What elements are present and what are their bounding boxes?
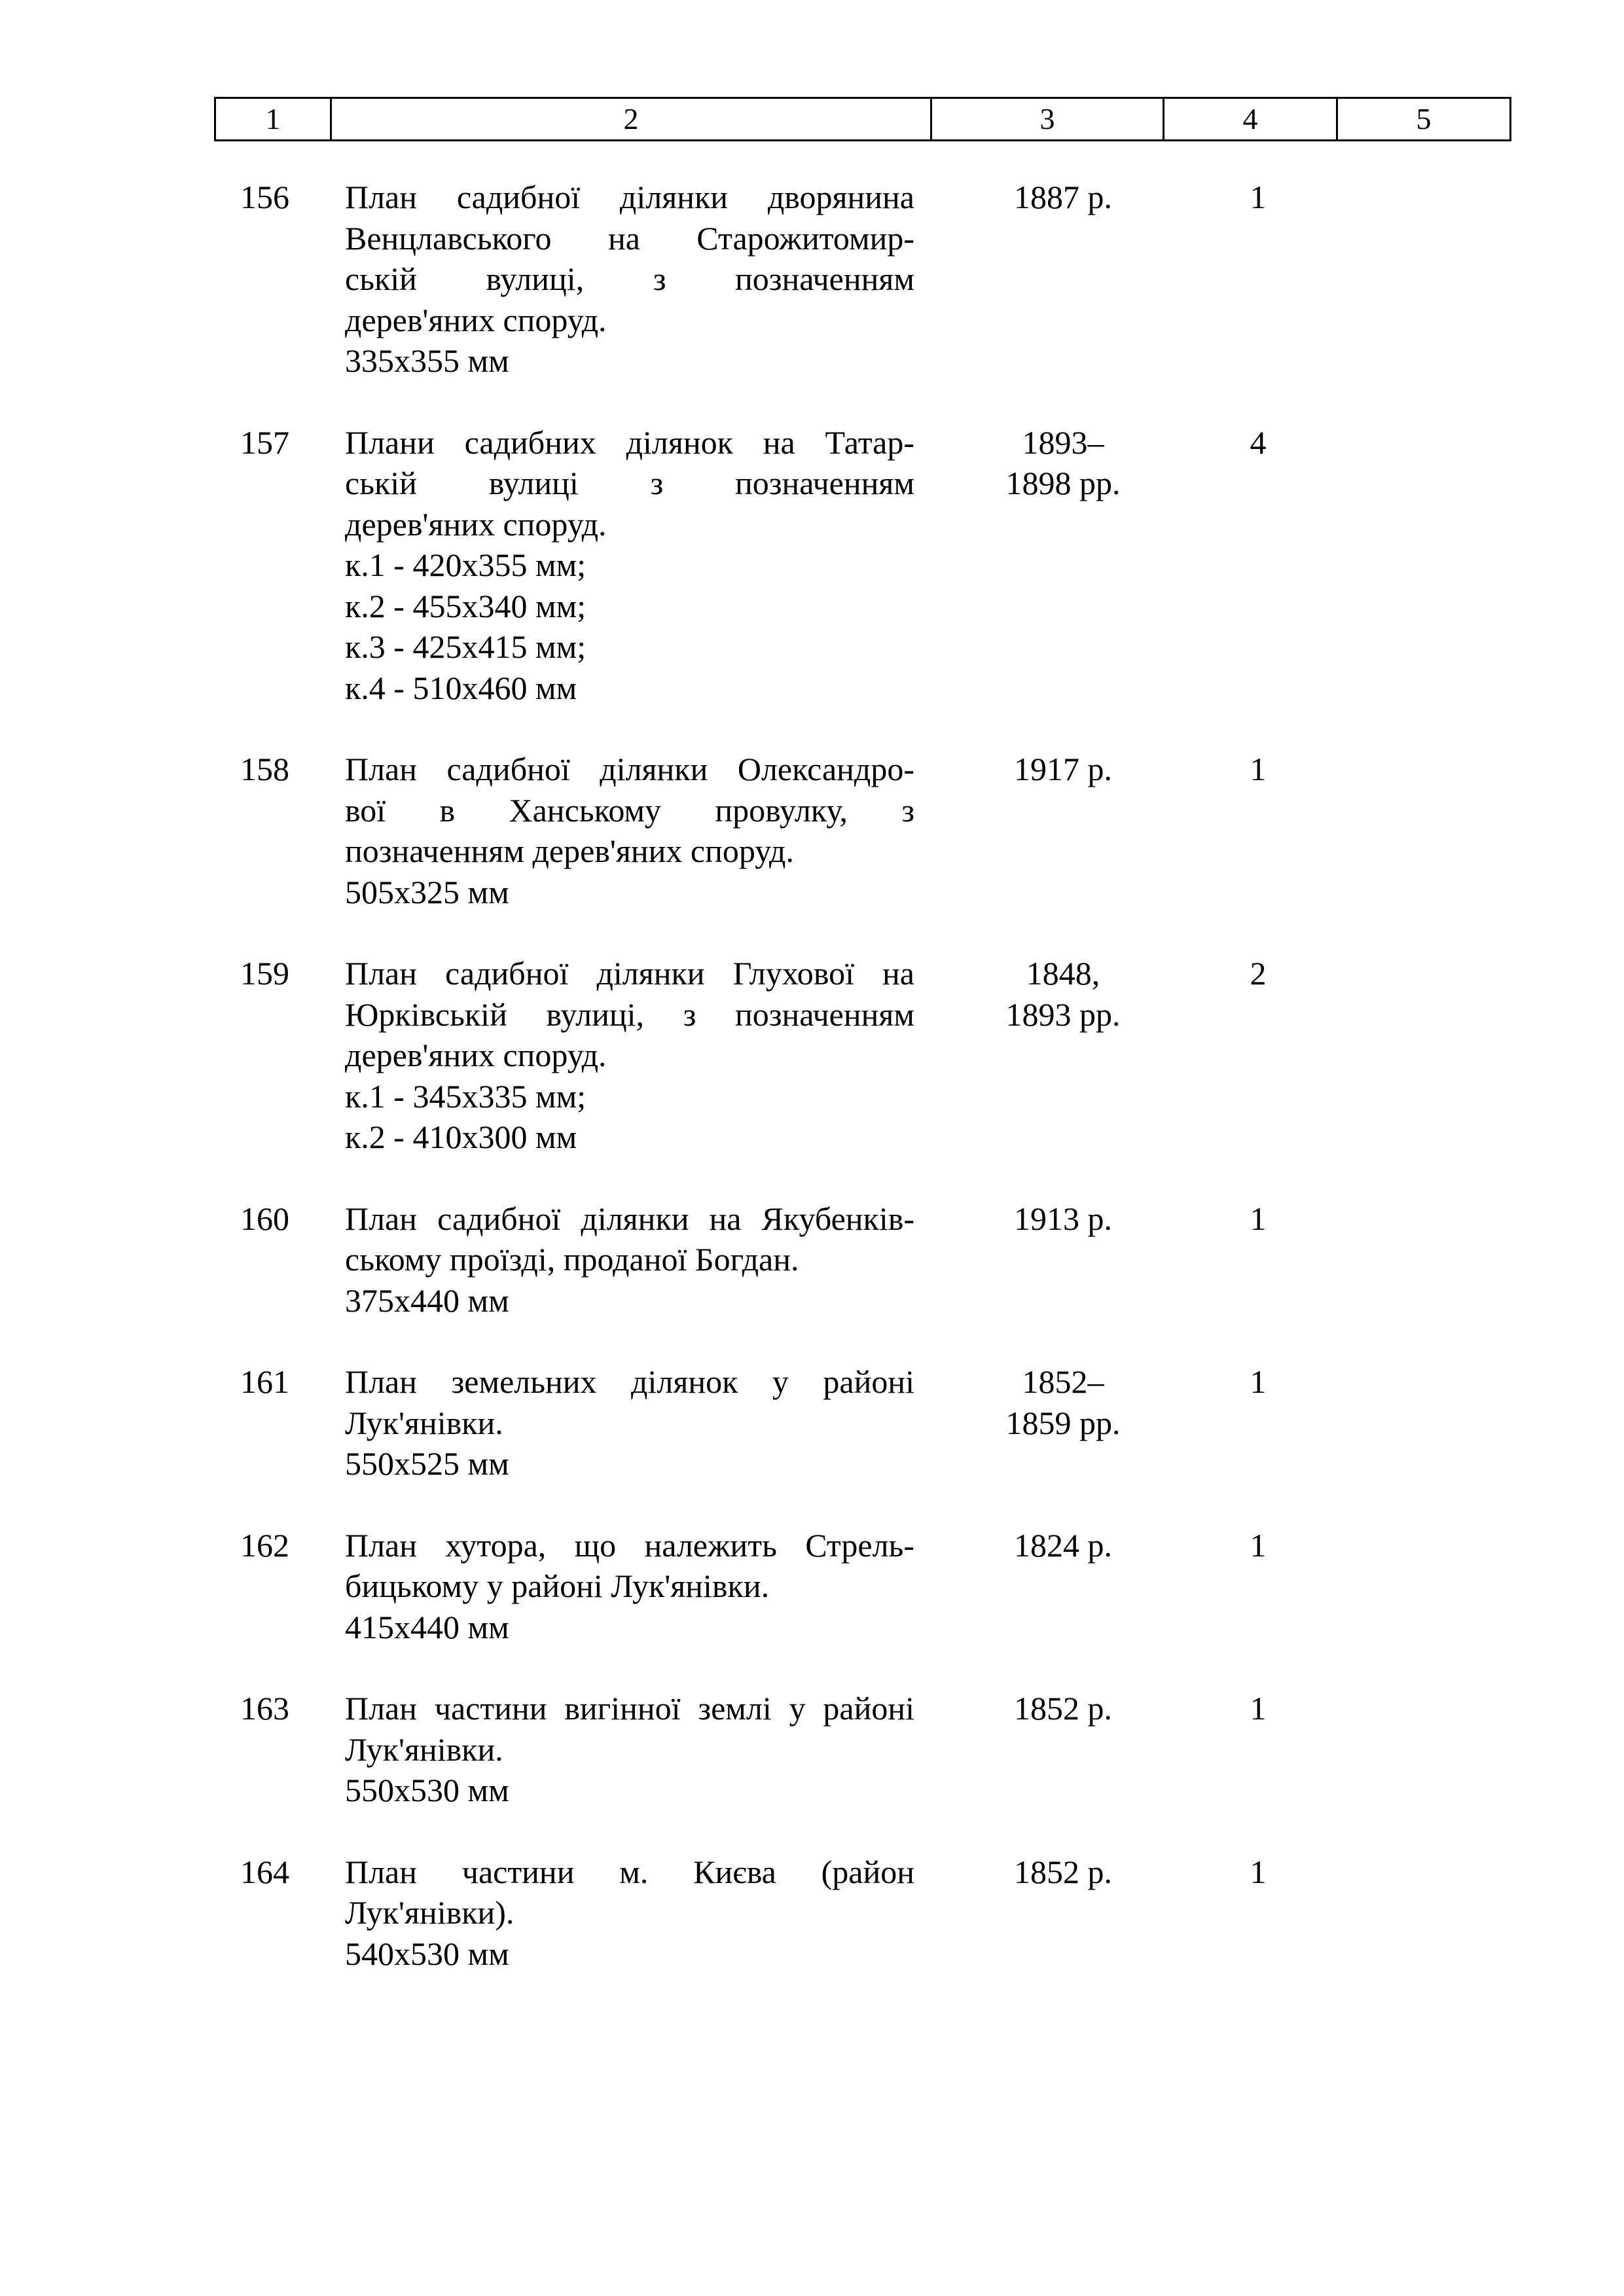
description-line: Юрківській вулиці, з позначенням xyxy=(345,996,914,1033)
column-header-row xyxy=(215,98,1511,141)
entry-description xyxy=(345,1688,914,1811)
entry-date xyxy=(948,749,1178,790)
description-line: Плани садибних ділянок на Татар- xyxy=(345,423,914,461)
entry-description xyxy=(345,1198,914,1321)
column-header-2: 2 xyxy=(331,98,931,141)
sheet-count: 1 xyxy=(1250,179,1267,215)
entry-description xyxy=(345,953,914,1158)
date-line: 1852 р. xyxy=(1014,1690,1112,1727)
catalog-entry xyxy=(214,749,1523,912)
description-line: Венцлавського на Старожитомир- xyxy=(345,219,914,257)
catalog-entry xyxy=(214,953,1523,1158)
description-line: вої в Ханському провулку, з xyxy=(345,791,914,829)
sheet-count: 1 xyxy=(1250,1200,1267,1237)
description-line: План садибної ділянки дворянина xyxy=(345,179,914,215)
entry-date xyxy=(948,1852,1178,1893)
catalog-entry xyxy=(214,1688,1523,1811)
sheet-dimensions: 550х530 мм xyxy=(345,1772,509,1808)
entry-description xyxy=(345,749,914,912)
entry-number: 157 xyxy=(240,423,289,461)
catalog-entry xyxy=(214,1852,1523,1975)
date-line: 1852 р. xyxy=(1014,1853,1112,1890)
description-line: План садибної ділянки на Якубенків- xyxy=(345,1200,914,1237)
sheet-dimensions: 540х530 мм xyxy=(345,1935,509,1972)
entry-description xyxy=(345,422,914,709)
date-line: 1893 рр. xyxy=(1005,996,1121,1033)
entry-number: 160 xyxy=(240,1200,289,1237)
sheet-count: 1 xyxy=(1250,751,1267,787)
entry-date xyxy=(948,422,1178,504)
sheet-count: 4 xyxy=(1250,423,1267,461)
description-line: дерев'яних споруд. xyxy=(345,505,607,543)
description-line: План садибної ділянки Олександро- xyxy=(345,751,914,787)
entry-number: 163 xyxy=(240,1690,289,1727)
sheet-count: 1 xyxy=(1250,1690,1267,1727)
sheet-dimensions: к.3 - 425х415 мм; xyxy=(345,628,586,665)
description-line: План частини м. Києва (район xyxy=(345,1853,914,1890)
sheet-dimensions: к.1 - 345х335 мм; xyxy=(345,1077,586,1115)
column-header-table xyxy=(214,97,1511,141)
date-line: 1824 р. xyxy=(1014,1526,1112,1564)
sheet-dimensions: к.2 - 455х340 мм; xyxy=(345,587,586,624)
entry-number: 158 xyxy=(240,751,289,787)
description-line: ській вулиці, з позначенням xyxy=(345,260,914,297)
sheet-count: 2 xyxy=(1250,955,1267,992)
description-line: План хутора, що належить Стрель- xyxy=(345,1526,914,1564)
catalog-entry xyxy=(214,422,1523,709)
date-line: 1898 рр. xyxy=(1005,465,1121,501)
entry-number: 164 xyxy=(240,1853,289,1890)
catalog-entry xyxy=(214,1198,1523,1321)
date-line: 1887 р. xyxy=(1014,179,1112,215)
sheet-dimensions: 375х440 мм xyxy=(345,1282,509,1319)
date-line: 1917 р. xyxy=(1014,751,1112,787)
entry-number: 159 xyxy=(240,955,289,992)
column-header-4: 4 xyxy=(1164,98,1337,141)
sheet-dimensions: к.4 - 510х460 мм xyxy=(345,669,577,706)
date-line: 1852– xyxy=(1022,1363,1104,1400)
description-line: План земельних ділянок у районі xyxy=(345,1363,914,1400)
description-line: Лук'янівки. xyxy=(345,1731,503,1768)
entry-date xyxy=(948,953,1178,1035)
entry-description xyxy=(345,1361,914,1484)
column-header-1: 1 xyxy=(215,98,331,141)
entry-description xyxy=(345,1852,914,1975)
entry-description xyxy=(345,1525,914,1648)
catalog-entry xyxy=(214,1525,1523,1648)
description-line: дерев'яних споруд. xyxy=(345,301,607,338)
sheet-count: 1 xyxy=(1250,1526,1267,1564)
entry-date xyxy=(948,1198,1178,1240)
description-line: бицькому у районі Лук'янівки. xyxy=(345,1568,770,1604)
description-line: дерев'яних споруд. xyxy=(345,1037,607,1073)
sheet-dimensions: к.1 - 420х355 мм; xyxy=(345,547,586,583)
entry-description xyxy=(345,177,914,382)
catalog-entry xyxy=(214,1361,1523,1484)
catalog-entry xyxy=(214,177,1523,382)
column-header-3: 3 xyxy=(931,98,1164,141)
entry-number: 162 xyxy=(240,1526,289,1564)
entry-number: 156 xyxy=(240,179,289,215)
sheet-count: 1 xyxy=(1250,1363,1267,1400)
date-line: 1913 р. xyxy=(1014,1200,1112,1237)
column-header-5: 5 xyxy=(1337,98,1511,141)
date-line: 1893– xyxy=(1022,423,1104,461)
description-line: ському проїзді, проданої Богдан. xyxy=(345,1241,799,1278)
sheet-dimensions: к.2 - 410х300 мм xyxy=(345,1119,577,1155)
sheet-dimensions: 550х525 мм xyxy=(345,1445,509,1482)
sheet-dimensions: 415х440 мм xyxy=(345,1608,509,1645)
entry-date xyxy=(948,177,1178,218)
description-line: позначенням дерев'яних споруд. xyxy=(345,833,794,869)
description-line: Лук'янівки. xyxy=(345,1404,503,1441)
sheet-count: 1 xyxy=(1250,1853,1267,1890)
date-line: 1859 рр. xyxy=(1005,1404,1121,1441)
entry-number: 161 xyxy=(240,1363,289,1400)
sheet-dimensions: 335х355 мм xyxy=(345,342,509,379)
description-line: Лук'янівки). xyxy=(345,1894,514,1931)
entry-date xyxy=(948,1688,1178,1729)
sheet-dimensions: 505х325 мм xyxy=(345,873,509,910)
description-line: План садибної ділянки Глухової на xyxy=(345,955,914,992)
catalog-entries xyxy=(214,177,1523,2015)
description-line: План частини вигінної землі у районі xyxy=(345,1690,914,1727)
entry-date xyxy=(948,1361,1178,1443)
entry-date xyxy=(948,1525,1178,1566)
date-line: 1848, xyxy=(1026,955,1100,992)
description-line: ській вулиці з позначенням xyxy=(345,465,914,501)
